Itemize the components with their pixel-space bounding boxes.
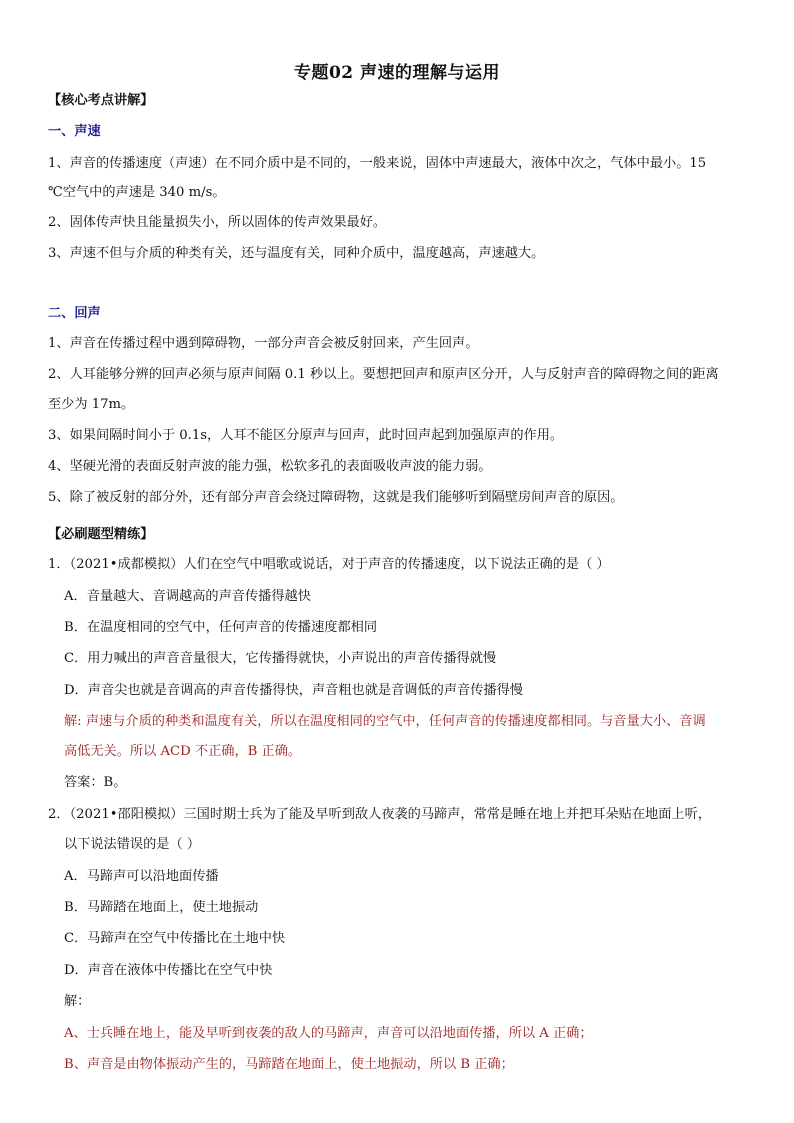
question-2-option-a: A．马蹄声可以沿地面传播 xyxy=(64,869,219,884)
question-1-option-a: A．音量越大、音调越高的声音传播得越快 xyxy=(64,589,311,604)
question-2-solution-label: 解： xyxy=(64,994,91,1009)
question-1-option-d: D．声音尖也就是音调高的声音传播得快，声音粗也就是音调低的声音传播得慢 xyxy=(64,683,523,698)
question-1-solution: 解: 声速与介质的种类和温度有关，所以在温度相同的空气中，任何声音的传播速度都相同。与音量大小、音调 xyxy=(64,714,706,729)
question-2-option-b: B．马蹄踏在地面上，使土地振动 xyxy=(64,900,259,915)
part1-line: ℃空气中的声速是 340 m/s。 xyxy=(48,185,226,200)
part1-line: 3、声速不但与介质的种类有关，还与温度有关，同种介质中，温度越高，声速越大。 xyxy=(48,246,545,261)
page-title: 专题02 声速的理解与运用 xyxy=(293,63,501,83)
question-2-solution: B、声音是由物体振动产生的，马蹄踏在地面上，使土地振动，所以 B 正确； xyxy=(64,1057,514,1072)
question-2-option-c: C．马蹄声在空气中传播比在土地中快 xyxy=(64,931,286,946)
part1-line: 1、声音的传播速度（声速）在不同介质中是不同的，一般来说，固体中声速最大，液体中次之，气体中最小。15 xyxy=(48,156,707,171)
part2-heading: 二、回声 xyxy=(48,306,101,321)
question-1-solution: 高低无关。所以 ACD 不正确，B 正确。 xyxy=(64,744,302,759)
part2-line: 至少为 17m。 xyxy=(48,397,135,412)
question-2-stem: 以下说法错误的是（ ） xyxy=(64,837,201,852)
question-1-answer: 答案：B。 xyxy=(64,775,127,790)
part1-line: 2、固体传声快且能量损失小，所以固体的传声效果最好。 xyxy=(48,215,387,230)
part2-line: 1、声音在传播过程中遇到障碍物，一部分声音会被反射回来，产生回声。 xyxy=(48,336,479,351)
question-1-option-c: C．用力喊出的声音音量很大，它传播得就快，小声说出的声音传播得就慢 xyxy=(64,651,497,666)
question-1-option-b: B．在温度相同的空气中，任何声音的传播速度都相同 xyxy=(64,620,378,635)
part1-heading: 一、声速 xyxy=(48,124,101,139)
part2-line: 5、除了被反射的部分外，还有部分声音会绕过障碍物，这就是我们能够听到隔壁房间声音的原因。 xyxy=(48,490,624,505)
section-core-heading: 【核心考点讲解】 xyxy=(48,93,154,108)
question-2-stem: 2．（2021•邵阳模拟）三国时期士兵为了能及早听到敌人夜袭的马蹄声，常常是睡在地上并把耳朵贴在地面上听， xyxy=(48,807,711,822)
question-2-option-d: D．声音在液体中传播比在空气中快 xyxy=(64,963,273,978)
question-2-solution: A、士兵睡在地上，能及早听到夜袭的敌人的马蹄声，声音可以沿地面传播，所以 A 正确； xyxy=(64,1026,593,1041)
part2-line: 2、人耳能够分辨的回声必须与原声间隔 0.1 秒以上。要想把回声和原声区分开，人与反射声音的障碍物之间的距离 xyxy=(48,367,719,382)
part2-line: 3、如果间隔时间小于 0.1s，人耳不能区分原声与回声，此时回声起到加强原声的作用。 xyxy=(48,428,564,443)
part2-line: 4、坚硬光滑的表面反射声波的能力强，松软多孔的表面吸收声波的能力弱。 xyxy=(48,459,492,474)
question-1-stem: 1．（2021•成都模拟）人们在空气中唱歌或说话，对于声音的传播速度，以下说法正确的是（ ） xyxy=(48,557,610,572)
section-practice-heading: 【必刷题型精练】 xyxy=(48,527,154,542)
